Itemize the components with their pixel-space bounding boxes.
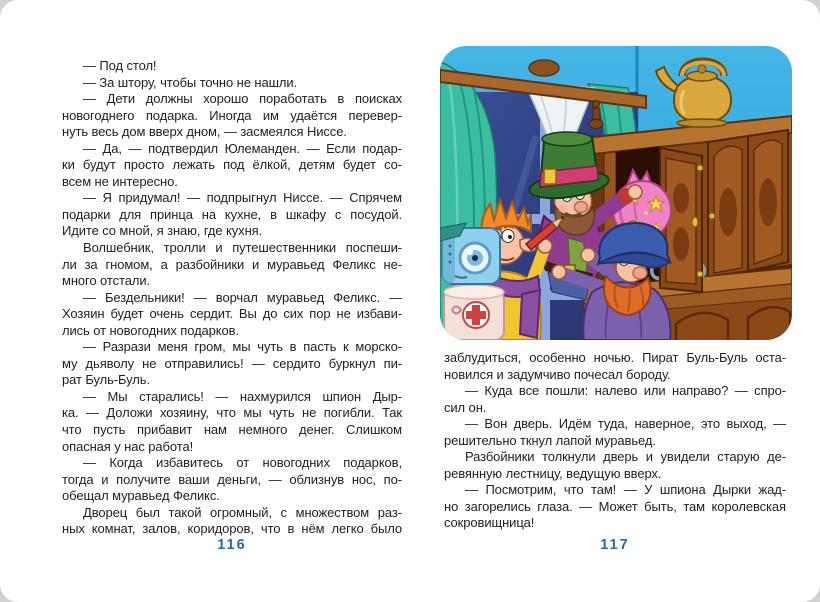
text-line: новился и задумчиво почесал бороду.: [444, 366, 671, 382]
text-line: нуть весь дом вверх дном, — засмеялся Ниссе.: [62, 124, 347, 140]
left-page-text: [62, 58, 402, 538]
text-line: тогда и получите ваши деньги, — облизнув нос, по-: [62, 471, 402, 487]
text-line: — Мы старались! — нахмурился шпион Дыр-: [83, 388, 402, 404]
page-number-left: 116: [217, 537, 247, 553]
text-line: заблудиться, особенно ночью. Пират Буль-Буль оста-: [444, 350, 786, 365]
robot-first-aid: [440, 223, 504, 340]
text-line: подарки для принца на кухне, в шкафу с посудой.: [62, 206, 402, 222]
text-line: Разбойники толкнули дверь и увидели старую де-: [465, 449, 786, 465]
text-line: новогоднего подарка. Иногда им удаётся перевер-: [62, 107, 402, 123]
text-line: — Вон дверь. Идём туда, наверное, это выход, —: [465, 416, 786, 432]
text-line: — Куда все пошли: налево или направо? — спро-: [465, 383, 786, 399]
text-line: сокровищница!: [444, 515, 535, 531]
text-line: — Разрази меня гром, мы чуть в пасть к морско-: [83, 339, 402, 355]
text-line: что пусть прибавит нам немного денег. Слишком: [62, 422, 402, 438]
text-line: — Когда избавитесь от новогодних подарков,: [83, 455, 402, 471]
text-line: Дворец был такой огромный, с множеством раз-: [83, 504, 402, 520]
text-line: рат Буль-Буль.: [62, 372, 150, 388]
text-line: Волшебник, тролли и путешественники поспеши-: [83, 240, 402, 256]
right-page-text: [444, 350, 786, 532]
text-line: сил он.: [444, 399, 487, 415]
text-line: — Под стол!: [83, 58, 157, 73]
text-line: много отстали.: [62, 273, 150, 289]
text-line: обещал муравьед Феликс.: [62, 488, 220, 504]
text-line: ка. — Доложи хозяину, что мы чуть не погибли. Так: [62, 405, 402, 421]
text-line: — Я придумал! — подпрыгнул Ниссе. — Спрячем: [83, 190, 402, 206]
text-line: — Дети должны хорошо поработать в поисках: [83, 91, 402, 107]
text-line: ки будут просто лежать под ёлкой, детям будет со-: [62, 157, 402, 173]
text-line: всем не интересно.: [62, 173, 178, 189]
text-line: Идите со мной, я знаю, где кухня.: [62, 223, 263, 239]
red-cross-badge: [463, 302, 489, 328]
text-line: — Посмотрим, что там! — У шпиона Дырки жад-: [465, 482, 786, 498]
text-line: — Бездельники! — ворчал муравьед Феликс. —: [83, 289, 402, 305]
text-line: но загорелись глаза. — Может быть, там королевская: [444, 498, 786, 514]
page-number-right: 117: [600, 537, 630, 553]
text-line: Хозяин будет очень сердит. Вы до сих пор не избави-: [62, 306, 402, 322]
text-line: решительно ткнул лапой муравьед.: [444, 432, 656, 448]
text-line: му дьяволу не отправились! — сердито буркнул пи-: [62, 355, 402, 371]
text-line: — За штору, чтобы точно не нашли.: [83, 74, 298, 90]
robot-eye: [460, 243, 490, 273]
text-line: опасная у нас работа!: [62, 438, 194, 454]
text-line: — Да, — подтвердил Юлеманден. — Если подар-: [83, 140, 402, 156]
text-line: ных комнат, залов, коридоров, что в нём легко было: [62, 521, 402, 537]
text-line: ревянную лестницу, ведущую вверх.: [444, 465, 662, 481]
book-illustration: [440, 46, 792, 340]
text-line: ли за гномом, а разбойники и муравьед Феликс не-: [62, 256, 402, 272]
text-line: лись от новогодних подарков.: [62, 322, 239, 338]
